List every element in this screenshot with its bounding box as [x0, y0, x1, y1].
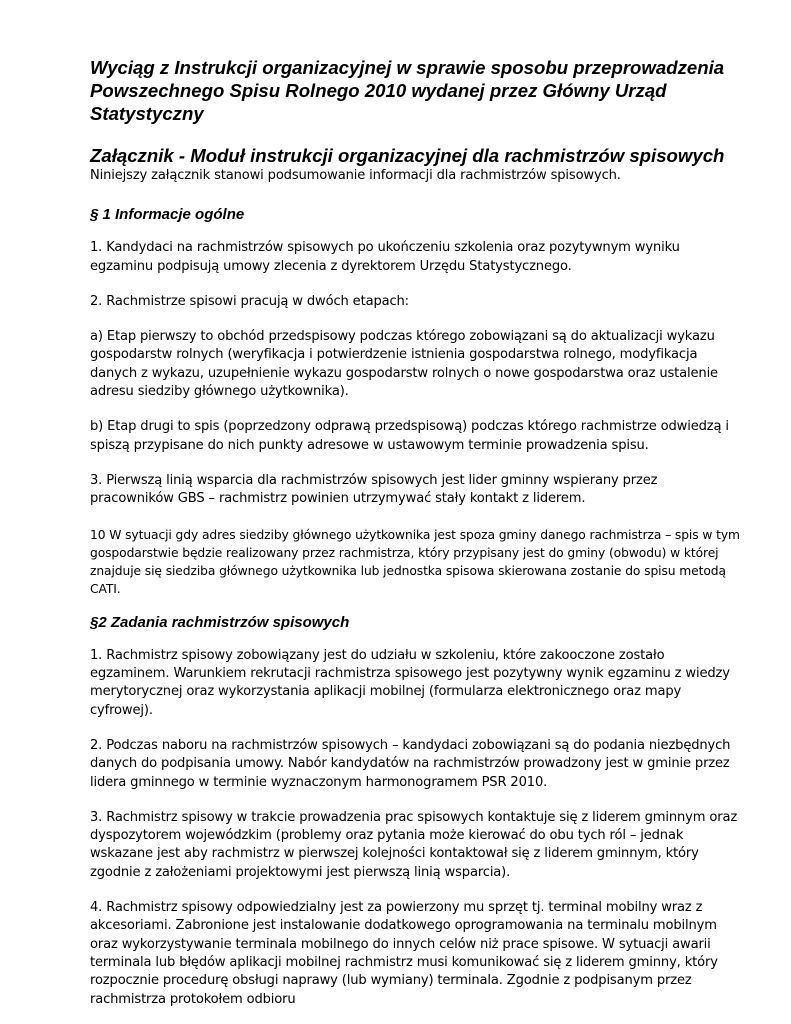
appendix-title: Załącznik - Moduł instrukcji organizacyjnej dla rachmistrzów spisowych: [90, 145, 725, 166]
section-2-paragraph-1: 1. Rachmistrz spisowy zobowiązany jest do udziału w szkoleniu, które zakooczone zostało egzaminem. Warunkiem rekrutacji rachmistrza spisowego jest pozytywny wynik egzaminu z wiedzy merytorycznej oraz wykorzystania aplikacji mobilnej (formularza elektronicznego oraz mapy cyfrowej).: [90, 647, 730, 718]
section-1-paragraph-4: b) Etap drugi to spis (poprzedzony odprawą przedspisową) podczas którego rachmistrze odwiedzą i spiszą przypisane do nich punkty adresowe w ustawowym terminie prowadzenia spisu.: [90, 419, 729, 453]
section-2-heading: §2 Zadania rachmistrzów spisowych: [90, 613, 350, 631]
section-1-paragraph-5: 3. Pierwszą linią wsparcia dla rachmistrzów spisowych jest lider gminny wspierany przez pracowników GBS – rachmistrz powinien utrzymywać stały kontakt z liderem.: [90, 472, 658, 507]
intro-paragraph: Niniejszy załącznik stanowi podsumowanie informacji dla rachmistrzów spisowych.: [90, 168, 621, 183]
section-2-paragraph-4: 4. Rachmistrz spisowy odpowiedzialny jest za powierzony mu sprzęt tj. terminal mobilny wraz z akcesoriami. Zabronione jest instalowanie dodatkowego oprogramowania na terminalu mobilnym oraz wykorzystywanie terminala mobilnego do innych celów niż prace spisowe. W sytuacji awarii terminala lub błędów aplikacji mobilnej rachmistrz musi komunikować się z liderem gminny, który rozpocznie procedurę obsługi naprawy (lub wymiany) terminala. Zgodnie z podpisanym przez rachmistrza protokołem odbioru: [90, 900, 718, 1007]
section-1-paragraph-3: a) Etap pierwszy to obchód przedspisowy podczas którego zobowiązani są do aktualizacji wykazu gospodarstw rolnych (weryfikacja i potwierdzenie istnienia gospodarstwa rolnego, modyfikacja danych z wykazu, uzupełnienie wykazu gospodarstw rolnych o nowe gospodarstwa oraz ustalenie adresu siedziby głównego użytkownika).: [90, 329, 718, 400]
section-1-paragraph-2: 2. Rachmistrze spisowi pracują w dwóch etapach:: [90, 293, 409, 309]
section-1-paragraph-1: 1. Kandydaci na rachmistrzów spisowych po ukończeniu szkolenia oraz pozytywnym wyniku egzaminu podpisują umowy zlecenia z dyrektorem Urzędu Statystycznego.: [90, 240, 680, 274]
document-page: [90, 56, 740, 1009]
footnote-paragraph: 10 W sytuacji gdy adres siedziby głównego użytkownika jest spoza gminy danego rachmistrza – spis w tym gospodarstwie będzie realizowany przez rachmistrza, który przypisany jest do gminy (obwodu) w której znajduje się siedziba głównego użytkownika lub jednostka spisowa skierowana zostanie do spisu metodą CATI.: [90, 527, 740, 597]
section-2-paragraph-2: 2. Podczas naboru na rachmistrzów spisowych – kandydaci zobowiązani są do podania niezbędnych danych do podpisania umowy. Nabór kandydatów na rachmistrzów prowadzony jest w gminie przez lidera gminnego w terminie wyznaczonym harmonogramem PSR 2010.: [90, 737, 731, 790]
document-title: Wyciąg z Instrukcji organizacyjnej w sprawie sposobu przeprowadzenia Powszechnego Spisu Rolnego 2010 wydanej przez Główny Urząd Statystyczny: [90, 57, 725, 124]
section-2-paragraph-3: 3. Rachmistrz spisowy w trakcie prowadzenia prac spisowych kontaktuje się z liderem gminnym oraz dyspozytorem wojewódzkim (problemy oraz pytania może kierować do obu tych ról – jednak wskazane jest aby rachmistrz w pierwszej kolejności kontaktował się z liderem gminnym, który zgodnie z założeniami projektowymi jest pierwszą linią wsparcia).: [90, 809, 738, 880]
section-1-heading: § 1 Informacje ogólne: [90, 206, 245, 224]
